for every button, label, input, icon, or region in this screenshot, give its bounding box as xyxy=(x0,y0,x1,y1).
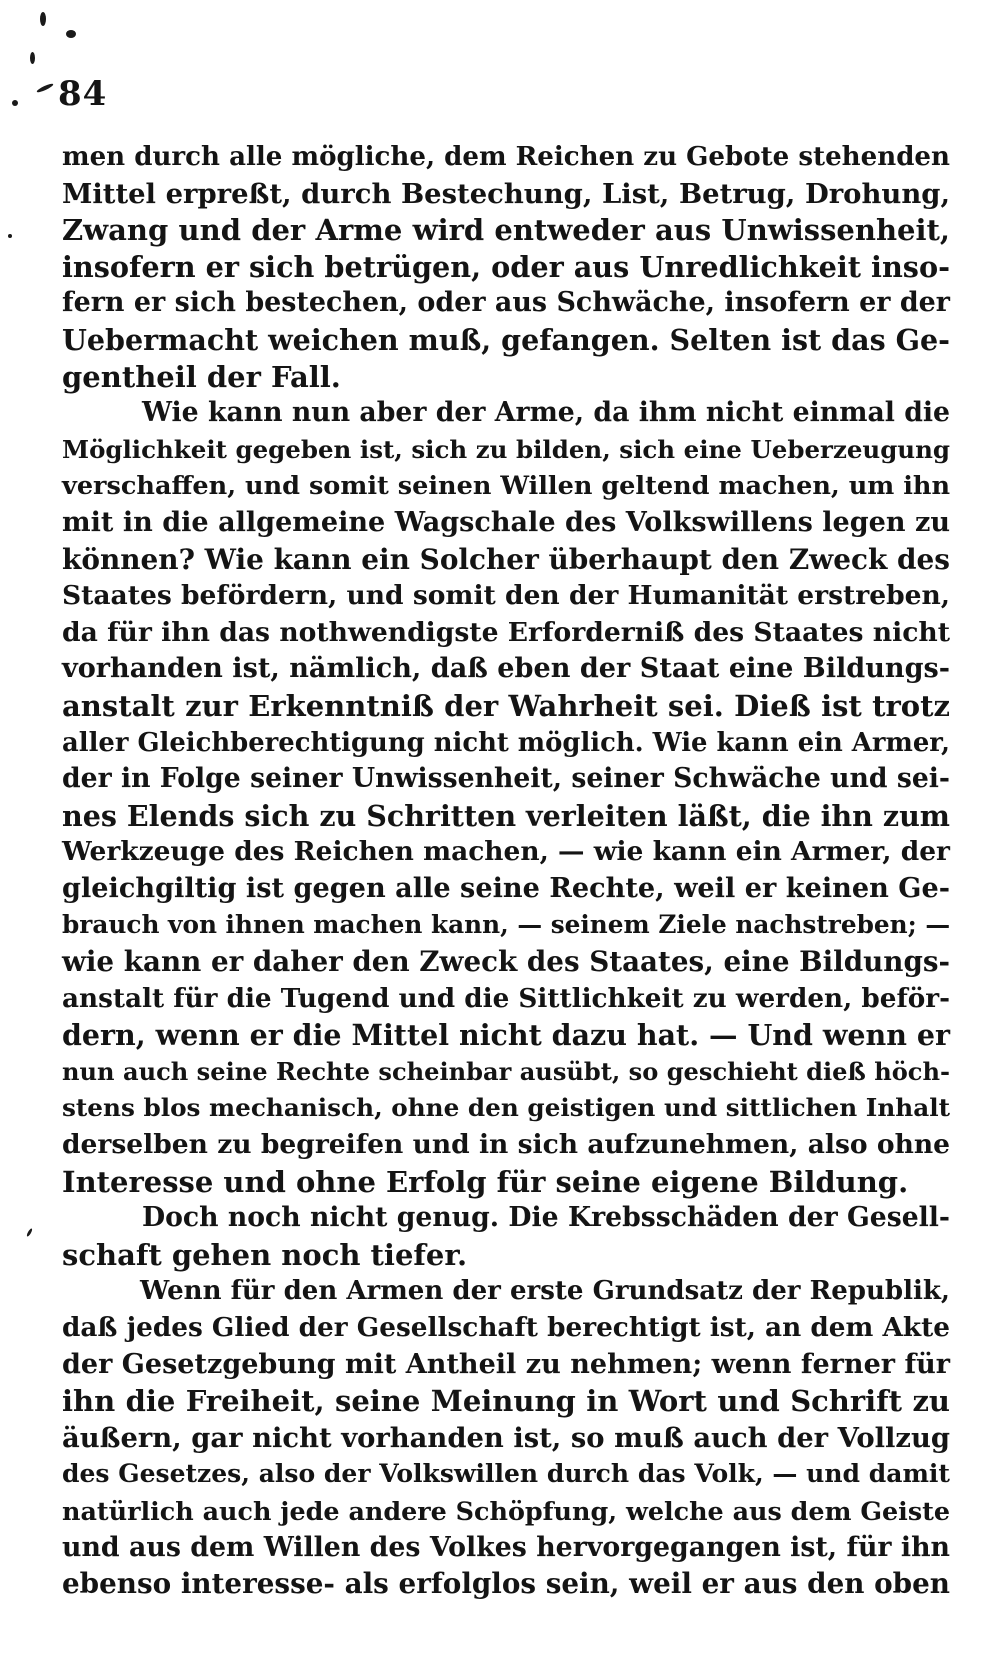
ink-speck xyxy=(26,1228,33,1237)
text-line: können? Wie kann ein Solcher überhaupt den Zweck des xyxy=(62,542,950,576)
text-line: nes Elends sich zu Schritten verleiten läßt, die ihn zum xyxy=(62,798,950,833)
text-line: da für ihn das nothwendigste Erforderniß des Staates nicht xyxy=(62,616,950,648)
text-line: äußern, gar nicht vorhanden ist, so muß auch der Vollzug xyxy=(62,1421,950,1454)
ink-speck xyxy=(30,52,35,64)
text-line: und aus dem Willen des Volkes hervorgegangen ist, für ihn xyxy=(62,1531,950,1563)
text-line: Möglichkeit gegeben ist, sich zu bilden, sich eine Ueberzeugung xyxy=(62,434,950,464)
text-line: dern, wenn er die Mittel nicht dazu hat. — Und wenn er xyxy=(62,1018,950,1053)
text-line: Interesse und ohne Erfolg für seine eigene Bildung. xyxy=(62,1164,909,1199)
body-text xyxy=(62,139,950,1603)
text-line: anstalt für die Tugend und die Sittlichkeit zu werden, beför- xyxy=(62,982,951,1014)
text-line: Uebermacht weichen muß, gefangen. Selten ist das Ge- xyxy=(62,322,950,357)
text-line: vorhanden ist, nämlich, daß eben der Staat eine Bildungs- xyxy=(62,653,950,685)
ink-speck xyxy=(36,82,54,93)
text-line: derselben zu begreifen und in sich aufzunehmen, also ohne xyxy=(62,1129,950,1161)
text-line: natürlich auch jede andere Schöpfung, welche aus dem Geiste xyxy=(62,1495,950,1526)
text-line: mit in die allgemeine Wagschale des Volkswillens legen zu xyxy=(62,506,950,538)
ink-speck xyxy=(8,234,12,238)
text-line: Zwang und der Arme wird entweder aus Unwissenheit, xyxy=(62,213,950,248)
page-number: 84 xyxy=(58,74,108,114)
text-line: ebenso interesse- als erfolglos sein, weil er aus den oben xyxy=(62,1567,950,1601)
text-line: insofern er sich betrügen, oder aus Unredlichkeit inso- xyxy=(62,249,950,284)
text-line: anstalt zur Erkenntniß der Wahrheit sei. Dieß ist trotz xyxy=(62,688,950,723)
text-line: gleichgiltig ist gegen alle seine Rechte, weil er keinen Ge- xyxy=(62,872,950,904)
ink-speck xyxy=(40,12,46,26)
paragraph-start: Wie kann nun aber der Arme, da ihm nicht einmal die xyxy=(142,397,950,429)
text-line: verschaffen, und somit seinen Willen geltend machen, um ihn xyxy=(62,471,950,502)
text-line: der Gesetzgebung mit Antheil zu nehmen; wenn ferner für xyxy=(62,1348,950,1380)
ink-speck xyxy=(12,100,18,106)
paragraph-start: Doch noch nicht genug. Die Krebsschäden der Gesell- xyxy=(142,1202,950,1234)
text-line: gentheil der Fall. xyxy=(62,359,341,394)
paragraph-start: Wenn für den Armen der erste Grundsatz der Republik, xyxy=(140,1276,950,1307)
text-line: stens blos mechanisch, ohne den geistigen und sittlichen Inhalt xyxy=(62,1093,951,1123)
text-line: aller Gleichberechtigung nicht möglich. Wie kann ein Armer, xyxy=(62,727,950,758)
text-line: des Gesetzes, also der Volkswillen durch das Volk, — und damit xyxy=(62,1459,950,1489)
text-line: wie kann er daher den Zweck des Staates, eine Bildungs- xyxy=(62,945,950,979)
text-line: men durch alle mögliche, dem Reichen zu Gebote stehenden xyxy=(62,142,950,172)
text-line: nun auch seine Rechte scheinbar ausübt, so geschieht dieß höch- xyxy=(62,1056,950,1086)
text-line: der in Folge seiner Unwissenheit, seiner Schwäche und sei- xyxy=(62,763,950,795)
text-line: brauch von ihnen machen kann, — seinem Ziele nachstreben; — xyxy=(62,910,951,940)
text-line: daß jedes Glied der Gesellschaft berechtigt ist, an dem Akte xyxy=(62,1312,950,1343)
text-line: Werkzeuge des Reichen machen, — wie kann ein Armer, der xyxy=(62,836,950,868)
ink-speck xyxy=(66,30,76,38)
text-line: ihn die Freiheit, seine Meinung in Wort und Schrift zu xyxy=(62,1384,950,1419)
text-line: Mittel erpreßt, durch Bestechung, List, Betrug, Drohung, xyxy=(62,177,950,210)
text-line: schaft gehen noch tiefer. xyxy=(62,1237,468,1272)
text-line: fern er sich bestechen, oder aus Schwäche, insofern er der xyxy=(62,287,950,319)
text-line: Staates befördern, und somit den der Humanität erstreben, xyxy=(62,580,950,612)
